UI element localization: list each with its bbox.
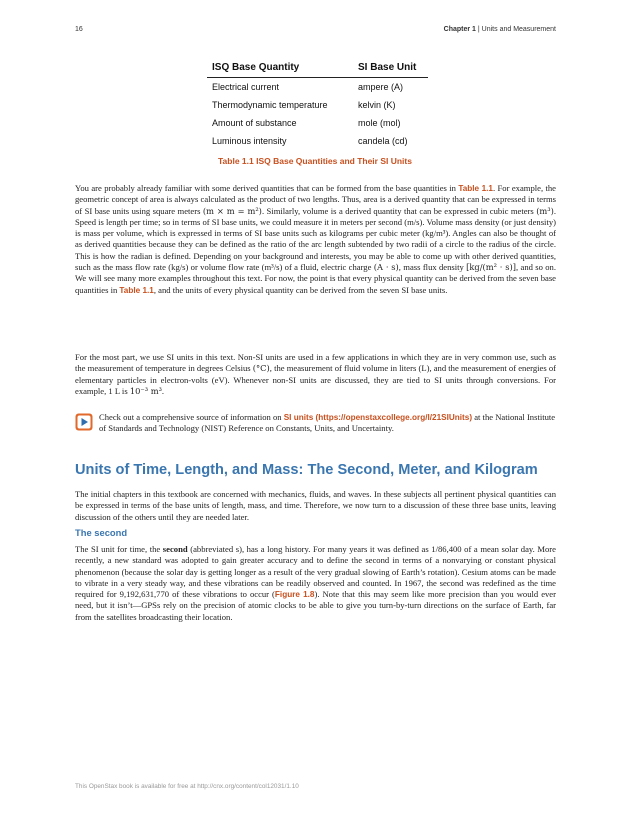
text-run: , the measurement of fluid volume in liters (L), and the measurement of energies of elementary particles in electron-volts (eV). Whenever non-SI units are discussed, they are tied to SI units through conversions. For example, 1 L is [75, 363, 556, 396]
figure-1-8-link[interactable]: Figure 1.8 [274, 590, 315, 600]
text-run: ). Note that this may seem like more precision than you would ever need, but it isn’t—GPSs rely on the precision of atomic clocks to be able to give you turn-by-turn directions on the surface of Earth, far from the satellites broadcasting their location. [75, 589, 556, 622]
page-number: 16 [75, 26, 83, 33]
paragraph-derived-quantities [75, 183, 556, 296]
paragraph-the-second [75, 544, 556, 623]
text-run: You are probably already familiar with some derived quantities that can be formed from the base quantities in [75, 183, 459, 193]
text-run: , mass flux density [398, 262, 467, 273]
table-cell: mole (mol) [358, 118, 401, 128]
table-cell: Luminous intensity [212, 136, 287, 146]
table-row [207, 132, 428, 150]
openstax-link-icon [75, 413, 93, 431]
text-run: . Speed is length per time; so in terms of SI base units, we could measure it in meters per second (m/s). Volume mass density (or just density) is mass per volume, which is expressed in terms of SI base units such as kilograms per cubic meter (kg/m³). Angles can also be thought of as derived quantities because they can be defined as the ratio of the arc length subtended by two radii of a circle to the radius of the circle. This is how the radian is defined. Depending on your background and interests, you may be able to come up with other derived quantities, such as the mass flow rate (kg/s) or volume flow rate (m³/s) of a fluid, electric charge [75, 205, 557, 273]
header-separator: | [475, 26, 482, 33]
text-run: . [161, 385, 165, 396]
text-run: . Similarly, volume is a derived quantity that can be expressed in cubic meters [261, 205, 537, 216]
math-mass-flux: [kg/(m² · s)] [466, 262, 517, 273]
math-charge: (A · s) [373, 262, 399, 273]
chapter-title: Units and Measurement [481, 26, 556, 33]
text-run: For the most part, we use SI units in this text. Non-SI units are used in a few applications in which they are in very common use, such as the measurement of temperature in degrees Celsius [75, 352, 556, 374]
section-intro-paragraph: The initial chapters in this textbook are concerned with mechanics, fluids, and waves. In these subjects all pertinent physical quantities can be expressed in terms of the base units of length, mass, and time. Therefore, we now turn to a discussion of these three base units, leaving discussion of the others until they are needed later. [75, 489, 556, 522]
text-run: at the National Institute of Standards and Technology (NIST) Reference on Constants, Units, and Uncertainty. [99, 412, 556, 434]
table-caption: Table 1.1 ISQ Base Quantities and Their SI Units [218, 156, 412, 166]
text-run: , and so on. We will see many more examples throughout this text. For now, the point is that every physical quantity can be derived from the seven base quantities in [75, 262, 556, 295]
term-second: second [162, 544, 188, 554]
page-footer: This OpenStax book is available for free at http://cnx.org/content/col12031/1.10 [75, 783, 299, 790]
column-header: ISQ Base Quantity [207, 60, 353, 78]
isq-units-table [207, 60, 428, 150]
table-row [207, 78, 428, 97]
running-header [444, 26, 556, 33]
table-cell: candela (cd) [358, 136, 408, 146]
table-cell: Thermodynamic temperature [212, 100, 328, 110]
math-celsius: (°C) [252, 363, 270, 374]
math-liter: 10⁻³ m³ [129, 385, 162, 396]
text-run: (abbreviated s), has a long history. For many years it was defined as 1/86,400 of a mean solar day. More recently, a new standard was adopted to gain greater accuracy and to define the second in terms of a nonvarying or constant physical phenomenon (because the solar day is getting longer as a result of the very gradual slowing of Earth’s rotation). Cesium atoms can be made to vibrate in a very steady way, and these vibrations can be readily observed and counted. In 1967, the second was redefined as the time required for 9,192,631,770 of these vibrations to occur ( [75, 544, 556, 600]
text-run: The SI unit for time, the [75, 544, 163, 554]
table-cell: Electrical current [212, 82, 280, 92]
table-1-1-link[interactable]: Table 1.1 [119, 285, 154, 295]
section-heading: Units of Time, Length, and Mass: The Second, Meter, and Kilogram [75, 462, 538, 478]
math-volume: (m³) [536, 205, 554, 216]
text-run: . For example, the geometric concept of area is always calculated as the product of two lengths. Thus, area is a derived quantity that can be expressed in terms of SI base units using square meters [75, 183, 556, 216]
text-run: Check out a comprehensive source of information on [99, 412, 284, 422]
table-row [207, 96, 428, 114]
column-header: SI Base Unit [353, 60, 428, 78]
table-cell: ampere (A) [358, 82, 404, 92]
table-row [207, 114, 428, 132]
math-area: (m × m = m²) [202, 205, 262, 216]
si-units-link[interactable]: SI units (https://openstaxcollege.org/l/21SIUnits) [283, 413, 473, 422]
table-cell: kelvin (K) [358, 100, 396, 110]
paragraph-si-units-usage [75, 352, 556, 397]
chapter-label: Chapter 1 [443, 26, 476, 33]
subsection-heading: The second [75, 527, 128, 538]
table-cell: Amount of substance [212, 118, 297, 128]
note-text [99, 412, 556, 435]
table-header-row [207, 60, 428, 78]
table-1-1-link[interactable]: Table 1.1 [458, 184, 493, 193]
text-run: , and the units of every physical quantity can be derived from the seven SI base units. [153, 284, 448, 295]
